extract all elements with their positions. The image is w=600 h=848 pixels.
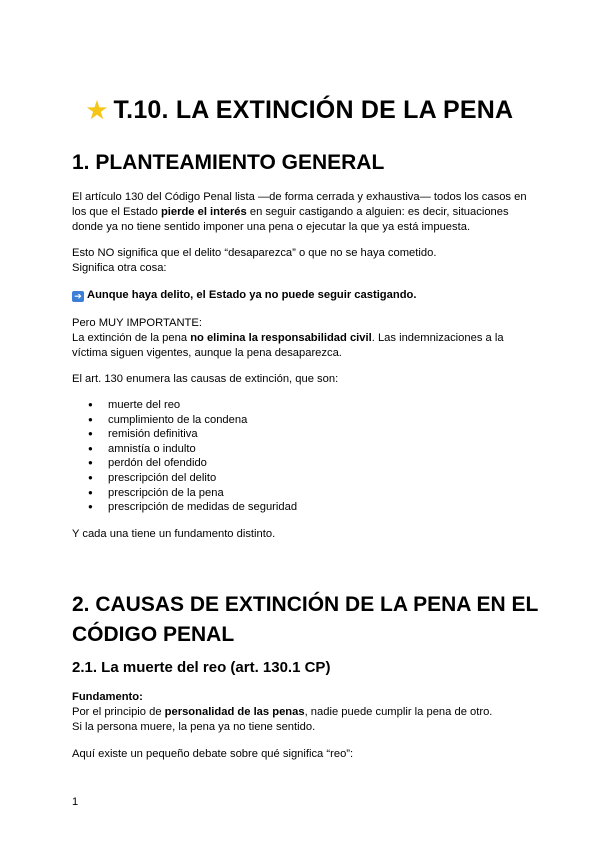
p1-line-2-bold: pierde el interés (160, 206, 247, 218)
section-2-heading-line-2: CÓDIGO PENAL (72, 623, 235, 646)
p1-line-3: donde ya no tiene sentido imponer una pena o ejecutar la que ya está impuesta. (72, 221, 471, 233)
section-2-heading-line-1: 2. CAUSAS DE EXTINCIÓN DE LA PENA EN EL (72, 593, 539, 616)
p3-line-1: Pero MUY IMPORTANTE: (72, 317, 202, 329)
subsection-2-1-paragraph-1 (72, 690, 532, 735)
document-title-text: T.10. LA EXTINCIÓN DE LA PENA (113, 96, 514, 124)
section-1-paragraph-1 (72, 190, 532, 235)
callout-text: Aunque haya delito, el Estado ya no puede seguir castigando. (87, 289, 417, 301)
list-item: ● cumplimiento de la condena (88, 413, 297, 428)
s21-line-1-bold: personalidad de las penas (164, 706, 305, 718)
list-item: ● prescripción de la pena (88, 486, 297, 501)
s21-line-1-post: , nadie puede cumplir la pena de otro. (304, 706, 493, 718)
list-item: ● remisión definitiva (88, 427, 297, 442)
section-1-heading: 1. PLANTEAMIENTO GENERAL (72, 151, 385, 174)
callout (72, 288, 532, 303)
p1-line-2-pre: los que el Estado (72, 206, 161, 218)
section-1-paragraph-2 (72, 246, 532, 276)
list-item: ● muerte del reo (88, 398, 297, 413)
section-1-paragraph-4: El art. 130 enumera las causas de extinción, que son: (72, 373, 339, 385)
s21-line-1-pre: Por el principio de (72, 706, 165, 718)
p3-line-3: víctima siguen vigentes, aunque la pena desaparezca. (72, 347, 342, 359)
fundamento-label: Fundamento: (72, 691, 143, 703)
list-item: ● prescripción de medidas de seguridad (88, 500, 297, 515)
p2-line-1: Esto NO significa que el delito “desaparezca” o que no se haya cometido. (72, 247, 437, 259)
p1-line-2-post: en seguir castigando a alguien: es decir, situaciones (246, 206, 509, 218)
p3-line-2-post: . Las indemnizaciones a la (371, 332, 504, 344)
p3-line-2-bold: no elimina la responsabilidad civil (190, 332, 372, 344)
section-2-heading (72, 590, 538, 650)
right-arrow-icon: ➔ (72, 291, 84, 302)
section-1-paragraph-5: Y cada una tiene un fundamento distinto. (72, 528, 276, 540)
p3-line-2-pre: La extinción de la pena (72, 332, 191, 344)
star-icon: ★ (86, 97, 108, 123)
list-item: ● perdón del ofendido (88, 456, 297, 471)
document-title (0, 96, 600, 125)
subsection-2-1-paragraph-2: Aquí existe un pequeño debate sobre qué significa “reo”: (72, 748, 354, 760)
subsection-2-1-heading: 2.1. La muerte del reo (art. 130.1 CP) (72, 659, 331, 676)
p1-line-1: El artículo 130 del Código Penal lista —de forma cerrada y exhaustiva— todos los casos en (72, 191, 527, 203)
s21-line-2: Si la persona muere, la pena ya no tiene sentido. (72, 721, 316, 733)
section-1-paragraph-3 (72, 316, 532, 361)
causes-list (88, 398, 297, 515)
p2-line-2: Significa otra cosa: (72, 262, 167, 274)
list-item: ● amnistía o indulto (88, 442, 297, 457)
page-number: 1 (72, 796, 79, 808)
list-item: ● prescripción del delito (88, 471, 297, 486)
